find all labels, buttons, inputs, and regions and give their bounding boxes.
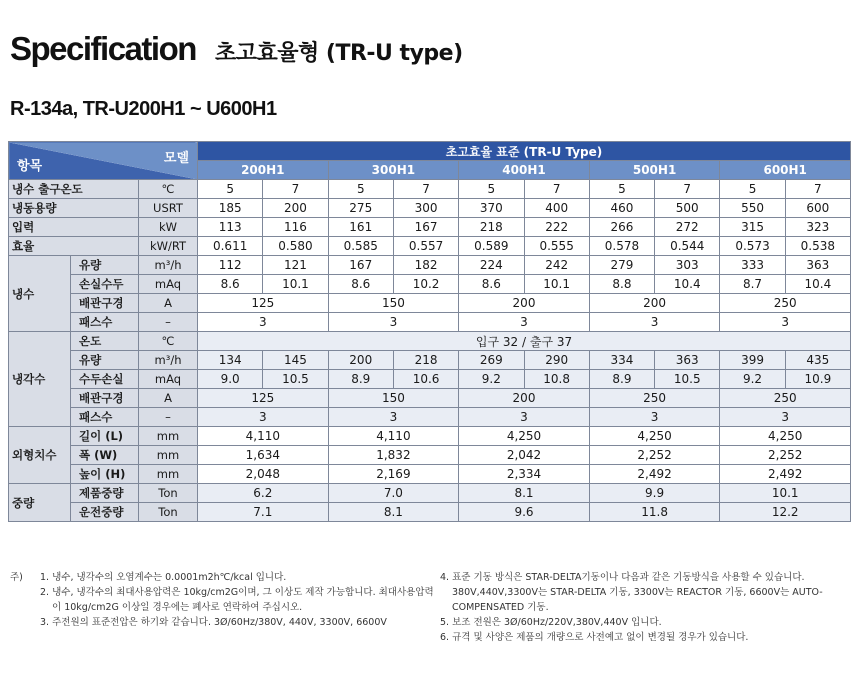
value-cell: 2,334 bbox=[459, 465, 590, 484]
value-cell: 134 bbox=[198, 351, 263, 370]
row-label: 운전중량 bbox=[71, 503, 139, 522]
value-cell: 7 bbox=[263, 180, 328, 199]
value-cell: 300 bbox=[393, 199, 458, 218]
model-header: 500H1 bbox=[589, 161, 720, 180]
value-cell: 3 bbox=[459, 313, 590, 332]
value-cell: 10.9 bbox=[785, 370, 850, 389]
value-cell: 10.2 bbox=[393, 275, 458, 294]
value-cell: 9.2 bbox=[459, 370, 524, 389]
unit-cell: mm bbox=[139, 446, 198, 465]
value-cell: 5 bbox=[589, 180, 654, 199]
value-cell: 145 bbox=[263, 351, 328, 370]
value-cell: 150 bbox=[328, 294, 459, 313]
value-cell: 3 bbox=[328, 313, 459, 332]
value-cell: 550 bbox=[720, 199, 785, 218]
value-cell: 6.2 bbox=[198, 484, 329, 503]
value-cell: 3 bbox=[720, 408, 851, 427]
value-cell: 8.6 bbox=[459, 275, 524, 294]
value-cell: 460 bbox=[589, 199, 654, 218]
value-cell: 8.7 bbox=[720, 275, 785, 294]
value-cell: 500 bbox=[655, 199, 720, 218]
unit-cell: kW/RT bbox=[139, 237, 198, 256]
value-cell: 0.573 bbox=[720, 237, 785, 256]
value-cell: 9.6 bbox=[459, 503, 590, 522]
value-cell: 3 bbox=[459, 408, 590, 427]
unit-cell: Ton bbox=[139, 503, 198, 522]
value-cell: 315 bbox=[720, 218, 785, 237]
table-row bbox=[9, 370, 851, 389]
table-row bbox=[9, 237, 851, 256]
table-row bbox=[9, 180, 851, 199]
value-cell: 334 bbox=[589, 351, 654, 370]
unit-cell: ℃ bbox=[139, 332, 198, 351]
notes-left bbox=[40, 570, 435, 630]
value-cell: 10.1 bbox=[263, 275, 328, 294]
model-header: 400H1 bbox=[459, 161, 590, 180]
value-cell: 200 bbox=[328, 351, 393, 370]
value-cell: 9.9 bbox=[589, 484, 720, 503]
value-cell: 3 bbox=[589, 313, 720, 332]
value-cell: 113 bbox=[198, 218, 263, 237]
value-cell: 2,252 bbox=[720, 446, 851, 465]
row-label: 패스수 bbox=[71, 408, 139, 427]
value-cell: 0.611 bbox=[198, 237, 263, 256]
value-cell: 12.2 bbox=[720, 503, 851, 522]
value-cell: 224 bbox=[459, 256, 524, 275]
unit-cell: ℃ bbox=[139, 180, 198, 199]
title-main: Specification bbox=[10, 30, 196, 67]
value-cell: 5 bbox=[720, 180, 785, 199]
value-cell: 7 bbox=[655, 180, 720, 199]
spec-table bbox=[8, 141, 851, 522]
value-cell: 4,250 bbox=[589, 427, 720, 446]
value-cell: 11.8 bbox=[589, 503, 720, 522]
value-cell: 290 bbox=[524, 351, 589, 370]
value-cell: 250 bbox=[720, 389, 851, 408]
table-row bbox=[9, 313, 851, 332]
value-cell: 125 bbox=[198, 389, 329, 408]
row-label: 냉수 출구온도 bbox=[9, 180, 139, 199]
value-cell: 2,252 bbox=[589, 446, 720, 465]
value-cell: 5 bbox=[328, 180, 393, 199]
value-cell: 275 bbox=[328, 199, 393, 218]
note-item: 1. 냉수, 냉각수의 오염계수는 0.0001m2h℃/kcal 입니다. bbox=[40, 572, 287, 583]
value-cell: 272 bbox=[655, 218, 720, 237]
unit-cell: mAq bbox=[139, 370, 198, 389]
value-cell: 185 bbox=[198, 199, 263, 218]
value-cell: 9.2 bbox=[720, 370, 785, 389]
value-cell: 167 bbox=[328, 256, 393, 275]
value-cell: 8.9 bbox=[589, 370, 654, 389]
value-cell: 8.6 bbox=[198, 275, 263, 294]
value-cell: 0.538 bbox=[785, 237, 850, 256]
value-cell: 5 bbox=[198, 180, 263, 199]
value-cell: 3 bbox=[198, 313, 329, 332]
model-range: R-134a, TR-U200H1 ~ U600H1 bbox=[10, 98, 277, 120]
unit-cell: USRT bbox=[139, 199, 198, 218]
row-label: 수두손실 bbox=[71, 370, 139, 389]
note-item: 3. 주전원의 표준전압은 하기와 같습니다. 3Ø/60Hz/380V, 440V, 3300V, 6600V bbox=[40, 617, 387, 628]
value-cell: 600 bbox=[785, 199, 850, 218]
row-label: 제품중량 bbox=[71, 484, 139, 503]
value-cell: 200 bbox=[459, 389, 590, 408]
value-cell: 10.5 bbox=[263, 370, 328, 389]
table-row bbox=[9, 218, 851, 237]
group-label: 외형치수 bbox=[9, 427, 71, 484]
value-cell: 167 bbox=[393, 218, 458, 237]
value-cell: 0.580 bbox=[263, 237, 328, 256]
value-cell: 400 bbox=[524, 199, 589, 218]
value-cell: 363 bbox=[655, 351, 720, 370]
row-label: 손실수두 bbox=[71, 275, 139, 294]
value-cell: 0.555 bbox=[524, 237, 589, 256]
value-cell: 0.589 bbox=[459, 237, 524, 256]
unit-cell: mm bbox=[139, 427, 198, 446]
unit-cell: m³/h bbox=[139, 351, 198, 370]
table-row bbox=[9, 275, 851, 294]
table-row bbox=[9, 294, 851, 313]
value-cell: 269 bbox=[459, 351, 524, 370]
value-cell: 279 bbox=[589, 256, 654, 275]
value-cell: 116 bbox=[263, 218, 328, 237]
value-cell: 3 bbox=[328, 408, 459, 427]
value-cell: 1,832 bbox=[328, 446, 459, 465]
value-cell: 4,250 bbox=[459, 427, 590, 446]
notes-right bbox=[440, 570, 855, 645]
note-item: 6. 규격 및 사양은 제품의 개량으로 사전예고 없이 변경될 경우가 있습니다. bbox=[440, 632, 749, 643]
value-cell: 7 bbox=[785, 180, 850, 199]
row-label: 효율 bbox=[9, 237, 139, 256]
value-cell: 10.8 bbox=[524, 370, 589, 389]
row-label: 배관구경 bbox=[71, 294, 139, 313]
value-cell: 222 bbox=[524, 218, 589, 237]
value-cell: 2,492 bbox=[589, 465, 720, 484]
value-cell: 10.5 bbox=[655, 370, 720, 389]
unit-cell: – bbox=[139, 408, 198, 427]
model-header: 200H1 bbox=[198, 161, 329, 180]
value-cell: 7.1 bbox=[198, 503, 329, 522]
page-title bbox=[10, 30, 463, 68]
value-cell: 0.578 bbox=[589, 237, 654, 256]
row-label: 냉동용량 bbox=[9, 199, 139, 218]
value-cell: 10.1 bbox=[720, 484, 851, 503]
value-cell: 218 bbox=[459, 218, 524, 237]
value-cell: 8.1 bbox=[459, 484, 590, 503]
value-cell: 303 bbox=[655, 256, 720, 275]
value-cell: 242 bbox=[524, 256, 589, 275]
value-cell: 121 bbox=[263, 256, 328, 275]
value-cell: 266 bbox=[589, 218, 654, 237]
value-cell: 182 bbox=[393, 256, 458, 275]
unit-cell: – bbox=[139, 313, 198, 332]
row-label: 폭 (W) bbox=[71, 446, 139, 465]
table-row bbox=[9, 484, 851, 503]
value-cell: 323 bbox=[785, 218, 850, 237]
value-cell: 8.9 bbox=[328, 370, 393, 389]
row-label: 배관구경 bbox=[71, 389, 139, 408]
group-label: 냉각수 bbox=[9, 332, 71, 427]
value-cell: 200 bbox=[263, 199, 328, 218]
value-cell: 333 bbox=[720, 256, 785, 275]
value-cell: 363 bbox=[785, 256, 850, 275]
corner-model-label: 모델 bbox=[163, 151, 190, 166]
unit-cell: mm bbox=[139, 465, 198, 484]
row-label: 패스수 bbox=[71, 313, 139, 332]
value-cell: 4,110 bbox=[328, 427, 459, 446]
table-row bbox=[9, 256, 851, 275]
value-cell: 2,169 bbox=[328, 465, 459, 484]
value-cell: 2,492 bbox=[720, 465, 851, 484]
model-header: 600H1 bbox=[720, 161, 851, 180]
unit-cell: A bbox=[139, 389, 198, 408]
row-label: 길이 (L) bbox=[71, 427, 139, 446]
value-cell: 218 bbox=[393, 351, 458, 370]
note-item: 4. 표준 기동 방식은 STAR-DELTA기동이나 다음과 같은 기동방식을 사용할 수 있습니다. 380V,440V,3300V는 STAR-DELTA 기동, 3300V는 REACTOR 기동, 6600V는 AUTO-COMPENSATED 기동. bbox=[440, 572, 823, 613]
table-row bbox=[9, 427, 851, 446]
value-cell: 399 bbox=[720, 351, 785, 370]
table-corner-header bbox=[9, 142, 198, 180]
value-cell: 125 bbox=[198, 294, 329, 313]
value-cell: 200 bbox=[459, 294, 590, 313]
value-cell: 5 bbox=[459, 180, 524, 199]
value-cell: 8.8 bbox=[589, 275, 654, 294]
group-header: 초고효율 표준 (TR-U Type) bbox=[198, 142, 851, 161]
table-row bbox=[9, 199, 851, 218]
row-label: 입력 bbox=[9, 218, 139, 237]
value-cell: 8.6 bbox=[328, 275, 393, 294]
note-item: 5. 보조 전원은 3Ø/60Hz/220V,380V,440V 입니다. bbox=[440, 617, 662, 628]
corner-item-label: 항목 bbox=[17, 159, 43, 174]
value-cell: 8.1 bbox=[328, 503, 459, 522]
unit-cell: A bbox=[139, 294, 198, 313]
value-cell: 7 bbox=[393, 180, 458, 199]
table-row bbox=[9, 389, 851, 408]
value-cell: 370 bbox=[459, 199, 524, 218]
row-label: 유량 bbox=[71, 351, 139, 370]
value-cell: 9.0 bbox=[198, 370, 263, 389]
table-row bbox=[9, 465, 851, 484]
value-cell: 3 bbox=[589, 408, 720, 427]
value-cell: 250 bbox=[720, 294, 851, 313]
value-cell: 2,048 bbox=[198, 465, 329, 484]
value-cell: 3 bbox=[720, 313, 851, 332]
value-cell: 4,250 bbox=[720, 427, 851, 446]
value-cell: 161 bbox=[328, 218, 393, 237]
table-row bbox=[9, 408, 851, 427]
value-cell: 7.0 bbox=[328, 484, 459, 503]
value-cell: 0.544 bbox=[655, 237, 720, 256]
value-cell: 250 bbox=[589, 389, 720, 408]
unit-cell: kW bbox=[139, 218, 198, 237]
value-cell: 입구 32 / 출구 37 bbox=[198, 332, 851, 351]
row-label: 유량 bbox=[71, 256, 139, 275]
table-row bbox=[9, 351, 851, 370]
value-cell: 200 bbox=[589, 294, 720, 313]
value-cell: 3 bbox=[198, 408, 329, 427]
group-label: 냉수 bbox=[9, 256, 71, 332]
value-cell: 10.6 bbox=[393, 370, 458, 389]
value-cell: 4,110 bbox=[198, 427, 329, 446]
value-cell: 150 bbox=[328, 389, 459, 408]
note-item: 2. 냉수, 냉각수의 최대사용압력은 10kg/cm2G이며, 그 이상도 제작 가능합니다. 최대사용압력이 10kg/cm2G 이상일 경우에는 폐사로 연락하여 주십시오. bbox=[40, 587, 434, 613]
value-cell: 0.585 bbox=[328, 237, 393, 256]
value-cell: 10.4 bbox=[785, 275, 850, 294]
title-sub: 초고효율형 (TR-U type) bbox=[214, 41, 463, 66]
row-label: 높이 (H) bbox=[71, 465, 139, 484]
table-row bbox=[9, 332, 851, 351]
value-cell: 1,634 bbox=[198, 446, 329, 465]
value-cell: 2,042 bbox=[459, 446, 590, 465]
group-label: 중량 bbox=[9, 484, 71, 522]
unit-cell: mAq bbox=[139, 275, 198, 294]
notes-marker: 주) bbox=[10, 572, 23, 583]
unit-cell: m³/h bbox=[139, 256, 198, 275]
model-header: 300H1 bbox=[328, 161, 459, 180]
table-row bbox=[9, 446, 851, 465]
row-label: 온도 bbox=[71, 332, 139, 351]
value-cell: 10.1 bbox=[524, 275, 589, 294]
value-cell: 112 bbox=[198, 256, 263, 275]
value-cell: 435 bbox=[785, 351, 850, 370]
table-row bbox=[9, 503, 851, 522]
unit-cell: Ton bbox=[139, 484, 198, 503]
value-cell: 10.4 bbox=[655, 275, 720, 294]
value-cell: 7 bbox=[524, 180, 589, 199]
table-row bbox=[9, 142, 851, 161]
value-cell: 0.557 bbox=[393, 237, 458, 256]
